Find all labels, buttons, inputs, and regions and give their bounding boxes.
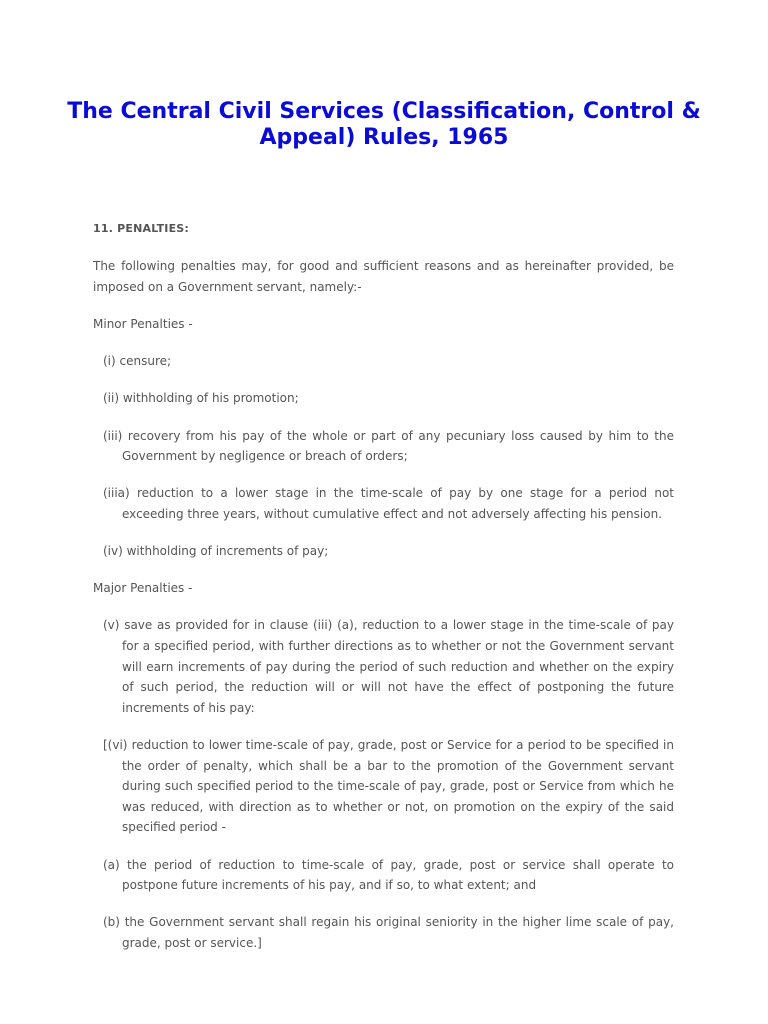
minor-penalty-item: (iv) withholding of increments of pay; (103, 544, 329, 559)
major-penalty-item: [(vi) reduction to lower time-scale of pay, grade, post or Service for a period to be specified in the order of penalty, which shall be a bar to the promotion of the Government servant during such specified period to the time-scale of pay, grade, post or Service from which he was reduced, with direction as to whether or not, on promotion on the expiry of the said specified period - (103, 738, 674, 835)
section-heading: 11. PENALTIES: (93, 222, 190, 235)
major-penalty-item: (a) the period of reduction to time-scale of pay, grade, post or service shall operate to postpone future increments of his pay, and if so, to what extent; and (103, 857, 674, 893)
major-penalties-label: Major Penalties - (93, 581, 193, 596)
minor-penalty-item: (ii) withholding of his promotion; (103, 391, 299, 406)
document-body (93, 219, 674, 954)
document-title: The Central Civil Services (Classification, Control & Appeal) Rules, 1965 (67, 99, 701, 150)
minor-penalty-item: (iiia) reduction to a lower stage in the time-scale of pay by one stage for a period not exceeding three years, without cumulative effect and not adversely affecting his pension. (103, 486, 674, 521)
minor-penalty-item: (iii) recovery from his pay of the whole or part of any pecuniary loss caused by him to the Government by negligence or breach of orders; (103, 428, 674, 464)
intro-paragraph: The following penalties may, for good and sufficient reasons and as hereinafter provided, be imposed on a Government servant, namely:- (93, 259, 674, 294)
minor-penalty-item: (i) censure; (103, 354, 172, 369)
major-penalty-item: (b) the Government servant shall regain his original seniority in the higher lime scale of pay, grade, post or service.] (103, 915, 674, 950)
minor-penalties-label: Minor Penalties - (93, 316, 193, 331)
major-penalty-item: (v) save as provided for in clause (iii) (a), reduction to a lower stage in the time-scale of pay for a specified period, with further directions as to whether or not the Government servant will earn increments of pay during the period of such reduction and whether on the expiry of such period, the reduction will or will not have the effect of postponing the future increments of his pay: (103, 618, 674, 715)
